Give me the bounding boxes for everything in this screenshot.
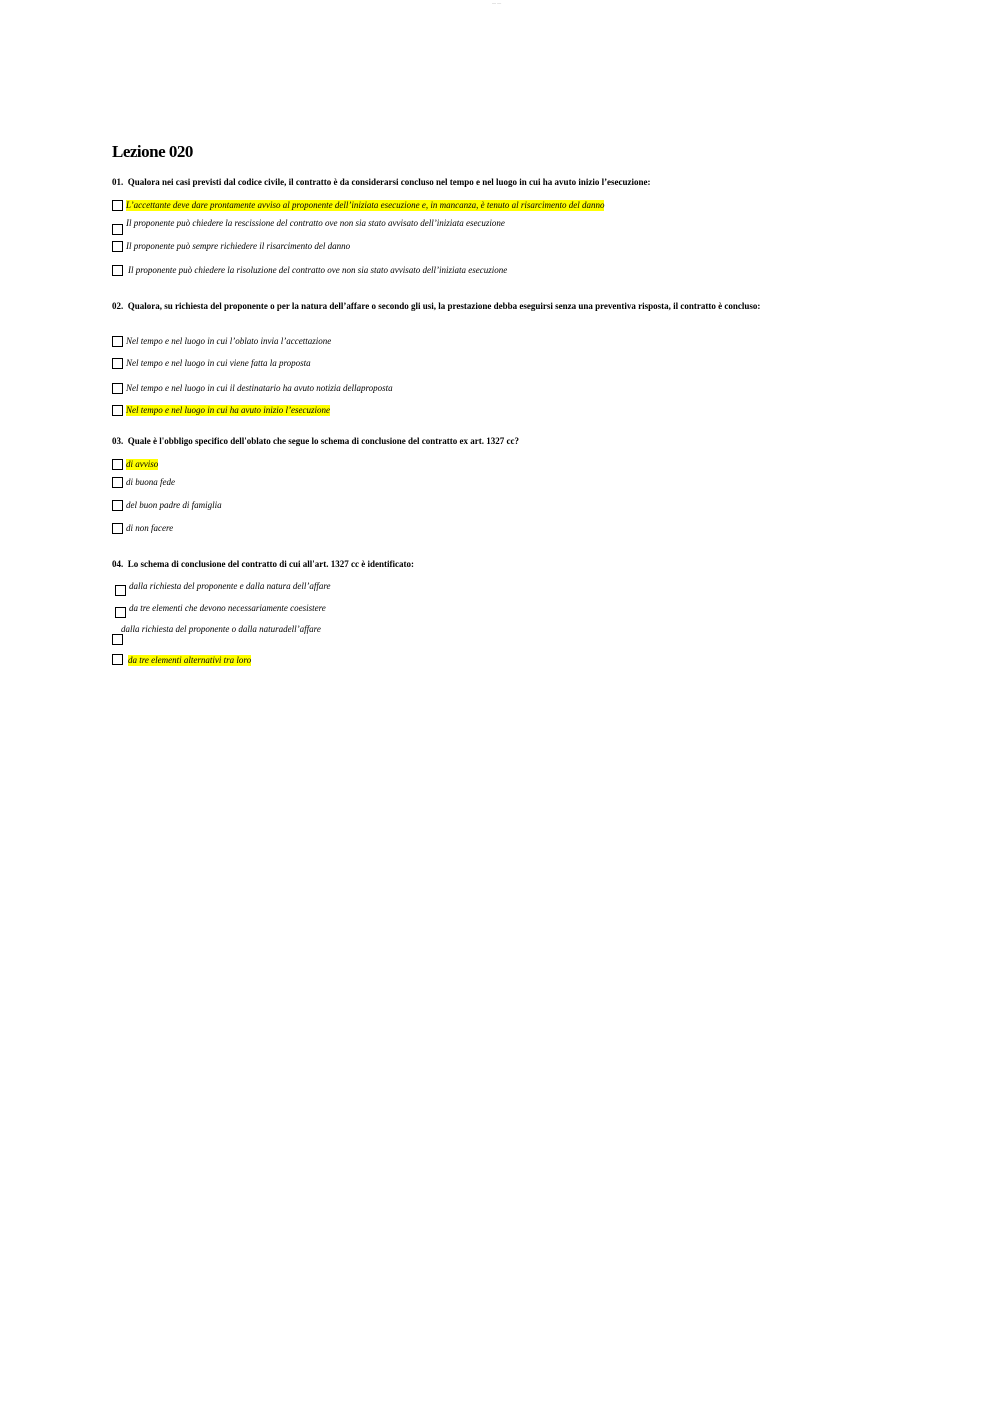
checkbox[interactable] [112, 383, 123, 394]
checkbox[interactable] [115, 607, 126, 618]
question-number: 03. [112, 436, 124, 446]
option-text: Il proponente può chiedere la rescissione del contratto ove non sia stato avvisato dell’iniziata esecuzione [126, 217, 505, 228]
option-text: di buona fede [126, 476, 175, 487]
question-number: 02. [112, 301, 124, 311]
checkbox[interactable] [112, 654, 123, 665]
page-header-mark: — — [492, 0, 502, 5]
checkbox[interactable] [112, 200, 123, 211]
checkbox[interactable] [112, 634, 123, 645]
checkbox[interactable] [112, 523, 123, 534]
question-02-text [112, 300, 852, 312]
q01-option-a[interactable] [112, 197, 604, 213]
q01-option-b[interactable] [112, 217, 505, 233]
page-title: Lezione 020 [112, 142, 193, 161]
q02-option-a[interactable] [112, 333, 331, 349]
q02-option-c[interactable] [112, 380, 393, 396]
option-text: dalla richiesta del proponente e dalla natura dell’affare [129, 580, 331, 591]
q01-option-c[interactable] [112, 238, 350, 254]
option-text: di non facere [126, 522, 174, 533]
checkbox[interactable] [112, 224, 123, 235]
option-text: del buon padre di famiglia [126, 499, 222, 510]
option-text: da tre elementi alternativi tra loro [128, 654, 252, 665]
option-text: Il proponente può sempre richiedere il risarcimento del danno [126, 240, 351, 251]
question-body: Lo schema di conclusione del contratto di cui all'art. 1327 cc è identificato: [127, 559, 414, 569]
question-body: Qualora, su richiesta del proponente o per la natura dell’affare o secondo gli usi, la prestazione debba eseguirsi senza una preventiva risposta, il contratto è concluso: [127, 301, 761, 311]
question-03-text [112, 435, 852, 447]
option-text: L’accettante deve dare prontamente avviso al proponente dell’iniziata esecuzione e, in mancanza, è tenuto al risarcimento del danno [126, 199, 605, 210]
q03-option-b[interactable] [112, 474, 175, 490]
option-text: dalla richiesta del proponente o dalla naturadell’affare [121, 623, 321, 634]
q01-option-d[interactable] [112, 262, 507, 278]
q03-option-d[interactable] [112, 520, 173, 536]
checkbox[interactable] [112, 336, 123, 347]
question-number: 01. [112, 177, 124, 187]
checkbox[interactable] [115, 585, 126, 596]
checkbox[interactable] [112, 459, 123, 470]
q04-option-d[interactable] [112, 651, 251, 667]
q03-option-a[interactable] [112, 456, 158, 472]
checkbox[interactable] [112, 241, 123, 252]
question-body: Quale è l'obbligo specifico dell'oblato che segue lo schema di conclusione del contratto ex art. 1327 cc? [127, 436, 519, 446]
q04-option-c[interactable] [112, 624, 321, 640]
q02-option-d[interactable] [112, 402, 330, 418]
checkbox[interactable] [112, 500, 123, 511]
q03-option-c[interactable] [112, 497, 222, 513]
option-text: Nel tempo e nel luogo in cui ha avuto inizio l’esecuzione [126, 404, 330, 415]
option-text: Nel tempo e nel luogo in cui l’oblato invia l’accettazione [126, 335, 332, 346]
question-04-text [112, 558, 852, 570]
option-text: da tre elementi che devono necessariamente coesistere [129, 602, 326, 613]
option-text: Il proponente può chiedere la risoluzione del contratto ove non sia stato avvisato dell’iniziata esecuzione [128, 264, 508, 275]
option-text: Nel tempo e nel luogo in cui il destinatario ha avuto notizia dellaproposta [126, 382, 393, 393]
checkbox[interactable] [112, 358, 123, 369]
q04-option-b[interactable] [112, 601, 326, 617]
checkbox[interactable] [112, 265, 123, 276]
checkbox[interactable] [112, 477, 123, 488]
question-number: 04. [112, 559, 124, 569]
checkbox[interactable] [112, 405, 123, 416]
option-text: di avviso [126, 458, 159, 469]
question-body: Qualora nei casi previsti dal codice civile, il contratto è da considerarsi concluso nel tempo e nel luogo in cui ha avuto inizio l’esecuzione: [127, 177, 651, 187]
q04-option-a[interactable] [112, 580, 331, 596]
question-01-text [112, 176, 852, 188]
q02-option-b[interactable] [112, 355, 311, 371]
option-text: Nel tempo e nel luogo in cui viene fatta la proposta [126, 357, 311, 368]
